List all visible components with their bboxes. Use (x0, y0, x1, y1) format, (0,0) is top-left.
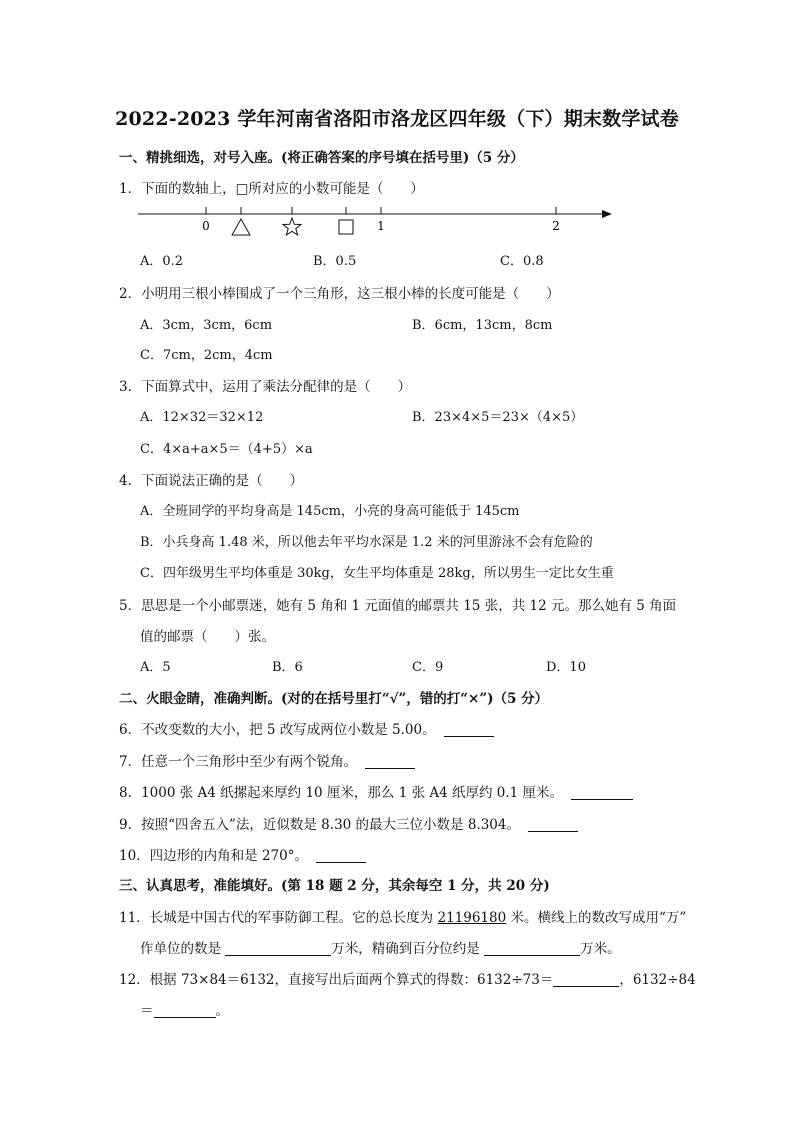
question-7-text: 7．任意一个三角形中至少有两个锐角。 (119, 754, 358, 770)
question-11-line2 (140, 937, 621, 957)
q12-text-b: ，6132÷84 (619, 972, 696, 988)
answer-blank-q8[interactable] (571, 785, 633, 800)
question-12-line1 (119, 968, 696, 988)
question-11-line1 (119, 906, 686, 926)
q11-text-d: 万米，精确到百分位约是 (331, 941, 485, 957)
q5-option-b: B．6 (272, 660, 303, 675)
question-10 (119, 844, 366, 864)
section-1-heading: 一、精挑细选，对号入座。(将正确答案的序号填在括号里)（5 分） (119, 150, 524, 166)
square-icon (339, 220, 353, 234)
section-3-heading: 三、认真思考，准能填好。(第 18 题 2 分，其余每空 1 分，共 20 分) (119, 878, 550, 894)
question-4-stem: 4．下面说法正确的是（ ） (119, 473, 304, 489)
tick-label-2: 2 (552, 219, 560, 233)
section-2-heading: 二、火眼金睛，准确判断。(对的在括号里打“√”，错的打“×”)（5 分） (119, 691, 549, 707)
question-9 (119, 813, 578, 833)
q4-option-a: A．全班同学的平均身高是 145cm，小亮的身高可能低于 145cm (140, 504, 520, 519)
q1-option-a: A．0.2 (140, 254, 184, 269)
q12-text-c: ＝ (140, 1003, 154, 1019)
answer-blank-q10[interactable] (316, 848, 366, 863)
answer-blank-q11-1[interactable] (225, 941, 331, 956)
q2-option-a: A．3cm，3cm，6cm (140, 318, 273, 333)
answer-blank-q6[interactable] (444, 722, 494, 737)
q3-option-b: B．23×4×5＝23×（4×5） (412, 410, 584, 425)
question-8 (119, 781, 633, 801)
question-6 (119, 718, 494, 738)
page-title: 2022-2023 学年河南省洛阳市洛龙区四年级（下）期末数学试卷 (115, 108, 679, 130)
triangle-icon (232, 219, 250, 235)
q11-text-b: 米。横线上的数改写成用“万” (506, 910, 687, 926)
q3-option-c: C．4×a+a×5＝（4+5）×a (140, 442, 313, 457)
tick-label-0: 0 (202, 219, 210, 233)
answer-blank-q7[interactable] (365, 754, 415, 769)
answer-blank-q11-2[interactable] (484, 941, 580, 956)
q4-option-b: B．小兵身高 1.48 米，所以他去年平均水深是 1.2 米的河里游泳不会有危险的 (140, 535, 593, 550)
q12-text-a: 12．根据 73×84＝6132，直接写出后面两个算式的得数：6132÷73＝ (119, 972, 554, 988)
q5-option-c: C．9 (412, 660, 444, 675)
question-9-text: 9．按照“四舍五入”法，近似数是 8.30 的最大三位小数是 8.304。 (119, 817, 520, 833)
answer-blank-q9[interactable] (528, 817, 578, 832)
q2-option-b: B．6cm，13cm，8cm (412, 318, 553, 333)
q3-option-a: A．12×32＝32×12 (140, 410, 264, 425)
q1-option-b: B．0.5 (313, 254, 357, 269)
q5-option-a: A．5 (140, 660, 171, 675)
q2-option-c: C．7cm，2cm，4cm (140, 348, 273, 363)
q1-option-c: C．0.8 (500, 254, 544, 269)
q11-text-c: 作单位的数是 (140, 941, 226, 957)
question-6-text: 6．不改变数的大小，把 5 改写成两位小数是 5.00。 (119, 722, 436, 738)
number-line (130, 196, 620, 240)
star-icon (283, 218, 301, 235)
question-8-text: 8．1000 张 A4 纸摞起来厚约 10 厘米，那么 1 张 A4 纸厚约 0.1 厘米。 (119, 785, 564, 801)
q5-option-d: D．10 (546, 660, 586, 675)
tick-label-1: 1 (377, 219, 385, 233)
question-7 (119, 750, 415, 770)
question-10-text: 10．四边形的内角和是 270°。 (119, 848, 308, 864)
question-12-line2 (140, 999, 229, 1019)
q4-option-c: C．四年级男生平均体重是 30kg，女生平均体重是 28kg，所以男生一定比女生重 (140, 566, 614, 581)
question-1-stem: 1．下面的数轴上，□所对应的小数可能是（ ） (119, 181, 424, 197)
q12-text-d: 。 (215, 1003, 229, 1019)
q11-underlined-number: 21196180 (437, 910, 507, 926)
question-5-stem-line2: 值的邮票（ ）张。 (140, 629, 275, 645)
q11-text-e: 万米。 (580, 941, 621, 957)
answer-blank-q12-2[interactable] (154, 1003, 216, 1018)
question-5-stem-line1: 5．思思是一个小邮票迷，她有 5 角和 1 元面值的邮票共 15 张，共 12 元。那么她有 5 角面 (119, 598, 677, 614)
answer-blank-q12-1[interactable] (553, 972, 619, 987)
axis-arrow-icon (602, 210, 612, 218)
q11-text-a: 11．长城是中国古代的军事防御工程。它的总长度为 (119, 910, 438, 926)
question-3-stem: 3．下面算式中，运用了乘法分配律的是（ ） (119, 379, 412, 395)
question-2-stem: 2．小明用三根小棒围成了一个三角形，这三根小棒的长度可能是（ ） (119, 286, 560, 302)
